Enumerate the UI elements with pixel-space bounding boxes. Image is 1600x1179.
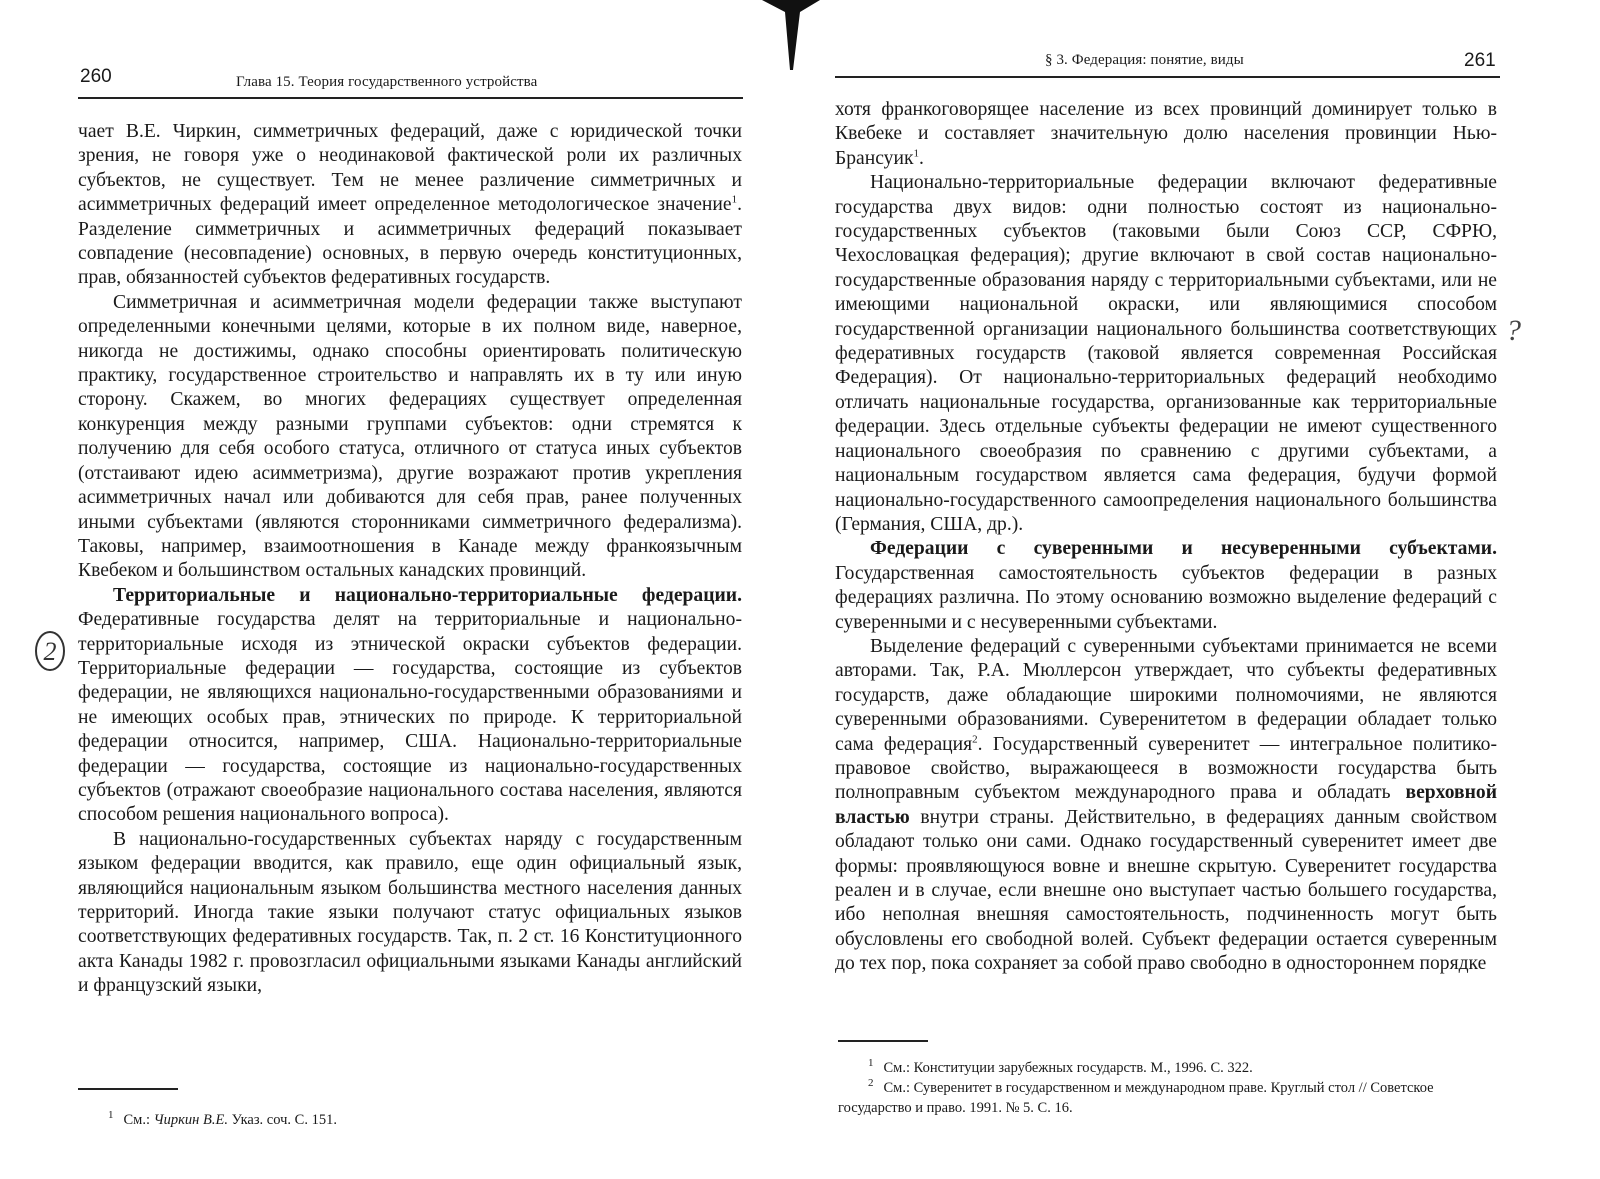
circled-annotation <box>32 628 68 674</box>
text-run: В национально-государственных субъектах наряду с государственным языком федерации вводится, как правило, еще один официальный язык, являющийся национальным языком большинства местного населения данных территорий. Иногда такие языки получают статус официальных языков соответствующих федеративных государств. Так, п. 2 ст. 16 Конституционного акта Канады 1982 г. провозгласил официальными языками Канады английский и французский языки, <box>78 828 742 997</box>
footnote-rule <box>78 1088 178 1090</box>
right-page-header <box>800 50 1600 90</box>
header-rule <box>835 76 1500 78</box>
footnote-ref: 2 <box>972 733 978 746</box>
text-run: См.: Конституции зарубежных государств. М., 1996. С. 322. <box>883 1060 1253 1076</box>
header-rule <box>78 97 743 99</box>
text-run: . <box>918 147 924 169</box>
annotation-text: 2 <box>43 637 57 666</box>
paragraph <box>78 828 742 999</box>
text-run: внутри страны. Действительно, в федерациях данным свойством обладают только они сами. Однако государственный суверенитет имеет две формы: проявляющуюся вовне и внешне скрытую. Суверенитет государства реален и в случае, если внешне оно выступает частью большего государства, ибо неполная внешняя самостоятельность, подчиненность могут быть обусловлены его свободной волей. Субъект федерации остается суверенным до тех пор, пока сохраняет за собой право свободно в одностороннем порядке <box>835 806 1497 975</box>
text-run: Федеративные государства делят на территориальные и национально-территориальные исходя из этнической окраски субъектов федерации. Территориальные федерации — государства, состоящие из субъектов федерации, не являющихся национально-государственными образованиями и не имеющих особых прав, этнических по природе. К территориальной федерации относится, например, США. Национально-территориальные федерации — государства, состоящие из национально-государственных субъектов (отражают своеобразие национального состава населения, являются способом решения национального вопроса). <box>78 609 742 826</box>
bold-run: Территориальные и национально-территориальные федерации. <box>113 584 742 606</box>
page-number: 260 <box>80 66 112 87</box>
text-run: Симметричная и асимметричная модели федерации также выступают определенными конечными целями, которые в их полном виде, наверное, никогда не достижимы, однако способны ориентировать политическую практику, государственное строительство и направлять их в ту или иную сторону. Скажем, во многих федерациях существует определенная конкуренция между разными группами субъектов: одни стремятся к получению для себя особого статуса, отличного от статуса иных субъектов (отстаивают идею асимметризма), другие возражают против укрепления асимметричных начал или добиваются для себя прав, ранее полученных иными субъектами (являются сторонниками симметричного федерализма). Таковы, например, взаимоотношения в Канаде между франкоязычным Квебеком и большинством остальных канадских провинций. <box>78 291 742 582</box>
question-annotation: ? <box>1506 314 1521 347</box>
page-number: 261 <box>1464 50 1496 71</box>
text-run: . Государственный суверенитет — интегральное политико-правовое свойство, выражающееся в возможности государства быть полноправным субъектом международного права и обладать <box>835 733 1497 804</box>
text-run: Указ. соч. С. 151. <box>227 1112 337 1128</box>
text-run: Национально-территориальные федерации включают федеративные государства двух видов: одни полностью состоят из национально-государственных субъектов (таковыми были Союз ССР, СФРЮ, Чехословацкая федерация); другие включают в свой состав национально-государственные образования наряду с территориальными субъектами, или не имеющими национальной окраски, или являющимися способом государственной организации национального большинства соответствующих федеративных государств (таковой является современная Российская Федерация). От национально-территориальных федераций необходимо отличать национальные государства, организованные как территориальные федерации. Здесь отдельные субъекты федерации не имеют существенного национального своеобразия по сравнению с другими субъектами, а национальным государством является сама федерация, будучи формой национально-государственного самоопределения национального большинства (Германия, США, др.). <box>835 172 1497 535</box>
running-title: Глава 15. Теория государственного устройства <box>236 74 538 90</box>
footnote-mark: 2 <box>868 1077 874 1090</box>
paragraph <box>835 537 1497 635</box>
right-page <box>800 0 1600 1179</box>
bold-run: верховной властью <box>835 782 1497 828</box>
text-run: хотя франкоговорящее население из всех провинций доминирует только в Квебеке и составляет значительную долю населения провинции Нью-Брансуик <box>835 99 1497 169</box>
footnote-mark: 1 <box>108 1109 114 1122</box>
paragraph <box>78 584 742 828</box>
footnote-rule <box>838 1040 928 1042</box>
text-run: Государственная самостоятельность субъектов федерации в разных федерациях различна. По этому основанию возможно выделение федераций с суверенными и с несуверенными субъектами. <box>835 562 1497 633</box>
footnote <box>838 1078 1503 1118</box>
left-footnotes <box>78 1110 742 1130</box>
footnote <box>838 1058 1503 1078</box>
paragraph <box>835 98 1497 171</box>
text-run: . Разделение симметричных и асимметричных федераций показывает совпадение (несовпадение) основных, в первую очередь конституционных, прав, обязанностей субъектов федеративных государств. <box>78 194 742 289</box>
footnote-mark: 1 <box>868 1057 874 1070</box>
right-body-text <box>835 98 1497 977</box>
running-title: § 3. Федерация: понятие, виды <box>1045 52 1244 68</box>
right-footnotes <box>838 1058 1503 1118</box>
text-run: Выделение федераций с суверенными субъектами принимается не всеми авторами. Так, Р.А. Мюллерсон утверждает, что субъекты федеративных государств, даже обладающие широкими полномочиями, не являются суверенными образованиями. Суверенитетом в федерации обладает только сама федерация <box>835 635 1497 755</box>
text-run: чает В.Е. Чиркин, симметричных федераций, даже с юридической точки зрения, не говоря уже о неодинаковой фактической роли их различных субъектов, не существует. Тем не менее различение симметричных и асимметричных федераций имеет определенное методологическое значение <box>78 121 742 216</box>
footnote-ref: 1 <box>731 193 738 206</box>
footnote-ref: 1 <box>913 147 919 160</box>
paragraph <box>78 291 742 584</box>
left-page <box>0 0 790 1179</box>
left-page-header <box>0 60 790 90</box>
bold-run: Федерации с суверенными и несуверенными субъектами. <box>870 538 1497 560</box>
text-run: См.: Суверенитет в государственном и международном праве. Круглый стол // Советское государство и право. 1991. № 5. С. 16. <box>838 1080 1434 1116</box>
left-body-text <box>78 120 742 999</box>
text-run: См.: <box>123 1112 154 1128</box>
paragraph <box>835 171 1497 537</box>
paragraph <box>835 635 1497 977</box>
paragraph <box>78 120 742 291</box>
italic-run: Чиркин В.Е. <box>153 1112 228 1128</box>
footnote <box>78 1110 742 1130</box>
